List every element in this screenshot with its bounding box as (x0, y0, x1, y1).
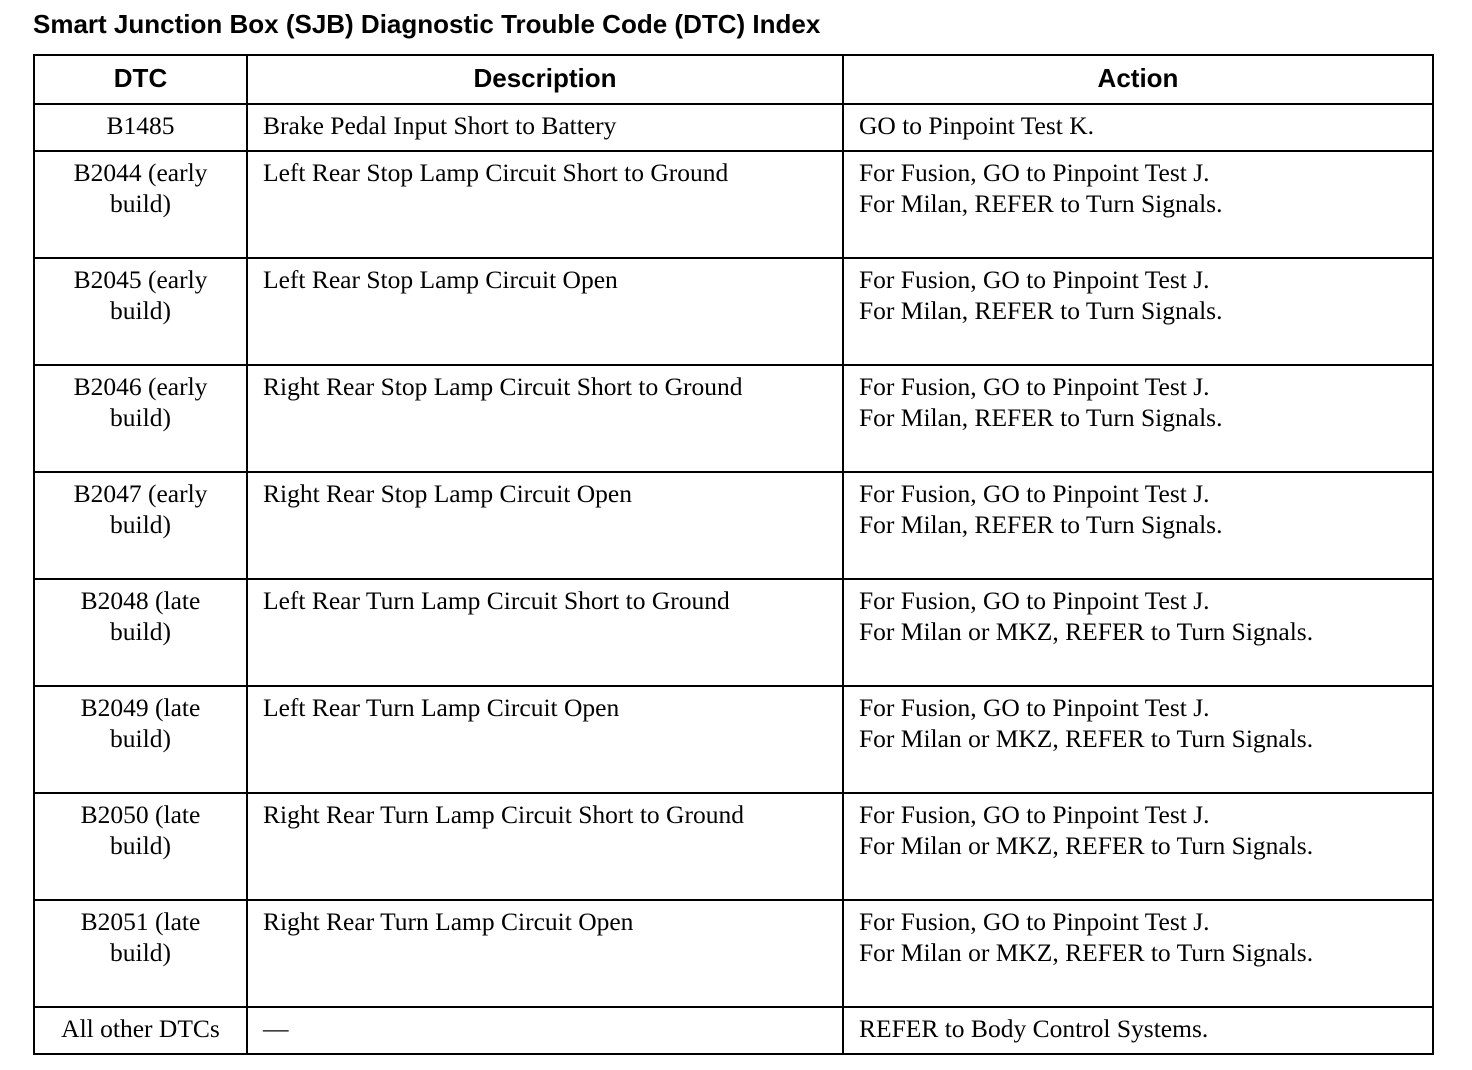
dtc-code: B2046 (early (73, 372, 208, 401)
action-line: For Milan, REFER to Turn Signals. (859, 510, 1223, 539)
dtc-index-table (33, 54, 1434, 1055)
dtc-cell (34, 151, 247, 258)
dtc-cell (34, 104, 247, 151)
table-row (34, 900, 1433, 1007)
description-cell: Right Rear Stop Lamp Circuit Open (247, 472, 843, 579)
table-row (34, 104, 1433, 151)
dtc-cell (34, 686, 247, 793)
action-line: GO to Pinpoint Test K. (859, 111, 1095, 140)
action-cell (843, 104, 1433, 151)
description-cell: Left Rear Turn Lamp Circuit Open (247, 686, 843, 793)
dtc-code: B2047 (early (73, 479, 208, 508)
dtc-code: B2050 (late (80, 800, 201, 829)
action-line: For Milan or MKZ, REFER to Turn Signals. (859, 831, 1314, 860)
table-row (34, 151, 1433, 258)
action-line: For Fusion, GO to Pinpoint Test J. (859, 479, 1210, 508)
dtc-cell (34, 793, 247, 900)
action-cell (843, 900, 1433, 1007)
action-cell (843, 151, 1433, 258)
dtc-cell (34, 1007, 247, 1054)
action-line: For Fusion, GO to Pinpoint Test J. (859, 800, 1210, 829)
table-header-row (34, 55, 1433, 104)
action-line: REFER to Body Control Systems. (859, 1014, 1209, 1043)
dtc-cell (34, 365, 247, 472)
description-cell: Right Rear Turn Lamp Circuit Short to Ground (247, 793, 843, 900)
action-cell (843, 793, 1433, 900)
description-cell: Right Rear Stop Lamp Circuit Short to Ground (247, 365, 843, 472)
action-line: For Fusion, GO to Pinpoint Test J. (859, 265, 1210, 294)
table-row (34, 1007, 1433, 1054)
description-cell: Left Rear Stop Lamp Circuit Short to Ground (247, 151, 843, 258)
dtc-build-note: build) (110, 296, 171, 325)
description-cell: Left Rear Turn Lamp Circuit Short to Ground (247, 579, 843, 686)
table-row (34, 579, 1433, 686)
description-cell: — (247, 1007, 843, 1054)
column-header-description: Description (247, 55, 843, 104)
table-row (34, 258, 1433, 365)
description-cell: Right Rear Turn Lamp Circuit Open (247, 900, 843, 1007)
action-line: For Milan, REFER to Turn Signals. (859, 403, 1223, 432)
column-header-action: Action (843, 55, 1433, 104)
action-cell (843, 579, 1433, 686)
column-header-dtc: DTC (34, 55, 247, 104)
description-cell: Brake Pedal Input Short to Battery (247, 104, 843, 151)
action-cell (843, 258, 1433, 365)
dtc-code: B2048 (late (80, 586, 201, 615)
table-row (34, 472, 1433, 579)
action-cell (843, 472, 1433, 579)
dtc-code: B2051 (late (80, 907, 201, 936)
action-line: For Milan or MKZ, REFER to Turn Signals. (859, 617, 1314, 646)
dtc-code: B2045 (early (73, 265, 208, 294)
dtc-build-note: build) (110, 403, 171, 432)
action-line: For Milan or MKZ, REFER to Turn Signals. (859, 724, 1314, 753)
action-line: For Fusion, GO to Pinpoint Test J. (859, 158, 1210, 187)
action-line: For Fusion, GO to Pinpoint Test J. (859, 372, 1210, 401)
dtc-build-note: build) (110, 831, 171, 860)
description-cell: Left Rear Stop Lamp Circuit Open (247, 258, 843, 365)
action-line: For Milan or MKZ, REFER to Turn Signals. (859, 938, 1314, 967)
dtc-build-note: build) (110, 189, 171, 218)
table-row (34, 793, 1433, 900)
dtc-code: B2044 (early (73, 158, 208, 187)
dtc-cell (34, 900, 247, 1007)
action-line: For Milan, REFER to Turn Signals. (859, 296, 1223, 325)
table-row (34, 365, 1433, 472)
action-line: For Fusion, GO to Pinpoint Test J. (859, 907, 1210, 936)
dtc-cell (34, 472, 247, 579)
dtc-cell (34, 258, 247, 365)
action-line: For Milan, REFER to Turn Signals. (859, 189, 1223, 218)
action-cell (843, 1007, 1433, 1054)
action-line: For Fusion, GO to Pinpoint Test J. (859, 586, 1210, 615)
dtc-build-note: build) (110, 724, 171, 753)
dtc-code: B2049 (late (80, 693, 201, 722)
dtc-code: B1485 (106, 111, 175, 140)
page-title: Smart Junction Box (SJB) Diagnostic Trouble Code (DTC) Index (33, 9, 821, 39)
dtc-cell (34, 579, 247, 686)
dtc-build-note: build) (110, 510, 171, 539)
action-cell (843, 686, 1433, 793)
dtc-code: All other DTCs (61, 1014, 220, 1043)
action-line: For Fusion, GO to Pinpoint Test J. (859, 693, 1210, 722)
action-cell (843, 365, 1433, 472)
dtc-build-note: build) (110, 617, 171, 646)
dtc-build-note: build) (110, 938, 171, 967)
table-row (34, 686, 1433, 793)
